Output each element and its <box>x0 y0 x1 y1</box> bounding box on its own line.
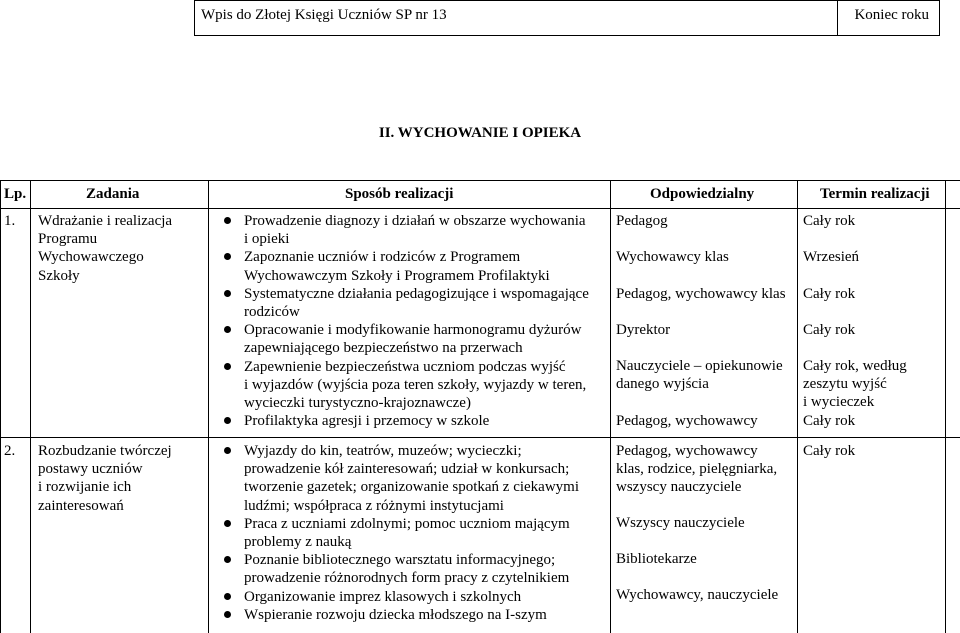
list-item-line: Opracowanie i modyfikowanie harmonogramu dyżurów <box>244 322 582 339</box>
header-title: Wpis do Złotej Księgi Uczniów SP nr 13 <box>201 7 447 23</box>
zadanie-line: Rozbudzanie twórczej <box>38 443 172 459</box>
term-line: Cały rok <box>803 322 856 338</box>
list-item-line: Prowadzenie diagnozy i działań w obszarze wychowania <box>244 213 586 229</box>
table-header-divider <box>0 208 960 209</box>
row-2-zadanie <box>38 442 172 515</box>
resp-item <box>616 285 786 303</box>
term-line: Cały rok <box>803 413 856 429</box>
resp-item <box>616 357 783 393</box>
table-col-divider <box>208 180 209 633</box>
term-line: Cały rok, według <box>803 358 907 374</box>
zadanie-line: Programu <box>38 231 98 248</box>
list-item-line: tworzenie gazetek; organizowanie spotkań z ciekawymi <box>244 479 580 496</box>
term-line: Cały rok <box>803 286 856 302</box>
list-item-line: Zapoznanie uczniów i rodziców z Programem <box>244 249 521 266</box>
resp-item <box>616 212 668 230</box>
document-header <box>194 0 940 36</box>
zadanie-line: Wychowawczego <box>38 249 144 266</box>
bullet-icon <box>224 520 231 527</box>
resp-line: Pedagog, wychowawcy klas <box>616 286 786 302</box>
list-item-line: wycieczki turystyczno-krajoznawcze) <box>244 395 471 412</box>
list-item-line: rodziców <box>244 304 300 321</box>
list-item-line: prowadzenie różnorodnych form pracy z czytelnikiem <box>244 570 570 587</box>
table-col-divider <box>797 180 798 633</box>
bullet-icon <box>224 447 231 454</box>
table-border-top <box>0 180 960 181</box>
term-item <box>803 357 907 412</box>
zadanie-line: Szkoły <box>38 267 80 284</box>
term-item <box>803 285 855 303</box>
section-title: II. WYCHOWANIE I OPIEKA <box>378 125 582 141</box>
resp-item <box>616 248 729 266</box>
bullet-icon <box>224 593 231 600</box>
list-item-line: Systematyczne działania pedagogizujące i wspomagające <box>244 285 589 302</box>
resp-line: Pedagog <box>616 213 668 229</box>
bullet-icon <box>224 253 231 260</box>
row-2-lp: 2. <box>4 443 16 459</box>
bullet-icon <box>224 417 231 424</box>
resp-line: Nauczyciele – opiekunowie <box>616 358 783 374</box>
resp-item <box>616 321 670 339</box>
resp-item <box>616 442 777 497</box>
list-item-line: prowadzenie kół zainteresowań; udział w konkursach; <box>244 461 570 478</box>
table-border-left <box>0 180 1 633</box>
zadanie-line: Wdrażanie i realizacja <box>38 213 173 229</box>
list-item-line: Praca z uczniami zdolnymi; pomoc uczniom mającym <box>244 515 570 532</box>
term-item <box>803 248 859 266</box>
resp-line: Bibliotekarze <box>616 551 697 567</box>
list-item <box>220 285 589 321</box>
row-1-lp: 1. <box>4 213 16 229</box>
resp-line: Wychowawcy klas <box>616 249 729 265</box>
table-col-divider <box>610 180 611 633</box>
term-line: zeszytu wyjść <box>803 376 887 393</box>
zadanie-line: i rozwijanie ich <box>38 479 132 496</box>
resp-line: danego wyjścia <box>616 376 709 393</box>
list-item-line: problemy z nauką <box>244 534 352 551</box>
list-item <box>220 588 579 606</box>
plan-table <box>0 180 960 633</box>
col-header-odpowiedzialny: Odpowiedzialny <box>650 186 755 202</box>
list-item-line: Wspieranie rozwoju dziecka młodszego na I-szym <box>244 606 547 623</box>
term-line: Wrzesień <box>803 249 860 265</box>
resp-item <box>616 514 745 532</box>
list-item <box>220 442 579 515</box>
col-header-termin: Termin realizacji <box>820 186 930 202</box>
resp-item <box>616 550 697 568</box>
col-header-lp: Lp. <box>4 186 27 202</box>
term-item <box>803 212 855 230</box>
resp-line: Pedagog, wychowawcy <box>616 413 758 429</box>
col-header-sposob: Sposób realizacji <box>345 186 454 202</box>
list-item-line: zapewniającego bezpieczeństwo na przerwach <box>244 340 523 357</box>
table-col-divider <box>30 180 31 633</box>
term-item <box>803 412 855 430</box>
list-item-line: Wychowawczym Szkoły i Programem Profilaktyki <box>244 267 550 284</box>
term-line: Cały rok <box>803 443 856 459</box>
list-item-line: Organizowanie imprez klasowych i szkolnych <box>244 588 522 605</box>
bullet-icon <box>224 363 231 370</box>
zadanie-line: postawy uczniów <box>38 461 143 478</box>
list-item-line: i opieki <box>244 231 290 248</box>
bullet-icon <box>224 217 231 224</box>
list-item <box>220 248 589 284</box>
bullet-icon <box>224 611 231 618</box>
list-item-line: Zapewnienie bezpieczeństwa uczniom podczas wyjść <box>244 358 566 375</box>
term-line: i wycieczek <box>803 394 875 411</box>
header-divider <box>837 1 838 35</box>
table-border-right <box>945 180 946 633</box>
list-item-line: Wyjazdy do kin, teatrów, muzeów; wycieczki; <box>244 443 522 459</box>
bullet-icon <box>224 556 231 563</box>
resp-line: klas, rodzice, pielęgniarka, <box>616 461 778 478</box>
zadanie-line: zainteresowań <box>38 497 124 514</box>
table-row-divider <box>0 437 960 438</box>
list-item <box>220 321 589 357</box>
resp-line: Wychowawcy, nauczyciele <box>616 587 779 603</box>
row-1-odpowiedzialny <box>616 212 796 437</box>
row-1-termin <box>803 212 943 437</box>
row-1-sposob-list <box>220 212 589 430</box>
row-2-odpowiedzialny <box>616 442 796 632</box>
list-item-line: ludźmi; współpraca z różnymi instytucjami <box>244 497 504 514</box>
resp-line: Pedagog, wychowawcy <box>616 443 758 459</box>
list-item <box>220 606 579 624</box>
row-2-sposob-list <box>220 442 579 624</box>
col-header-zadania: Zadania <box>86 186 140 202</box>
resp-line: Wszyscy nauczyciele <box>616 515 745 531</box>
list-item-line: i wyjazdów (wyjścia poza teren szkoły, wyjazdy w teren, <box>244 376 587 393</box>
resp-item <box>616 412 758 430</box>
resp-line: wszyscy nauczyciele <box>616 479 742 496</box>
header-right-label: Koniec roku <box>854 7 929 23</box>
resp-item <box>616 586 778 604</box>
list-item <box>220 412 589 430</box>
row-2-termin <box>803 442 943 460</box>
list-item-line: Poznanie bibliotecznego warsztatu informacyjnego; <box>244 552 556 569</box>
list-item <box>220 212 589 248</box>
list-item-line: Profilaktyka agresji i przemocy w szkole <box>244 413 490 430</box>
list-item <box>220 358 589 413</box>
bullet-icon <box>224 326 231 333</box>
term-item <box>803 321 855 339</box>
row-1-zadanie <box>38 212 172 285</box>
term-line: Cały rok <box>803 213 856 229</box>
bullet-icon <box>224 290 231 297</box>
list-item <box>220 515 579 551</box>
resp-line: Dyrektor <box>616 322 671 338</box>
list-item <box>220 551 579 587</box>
